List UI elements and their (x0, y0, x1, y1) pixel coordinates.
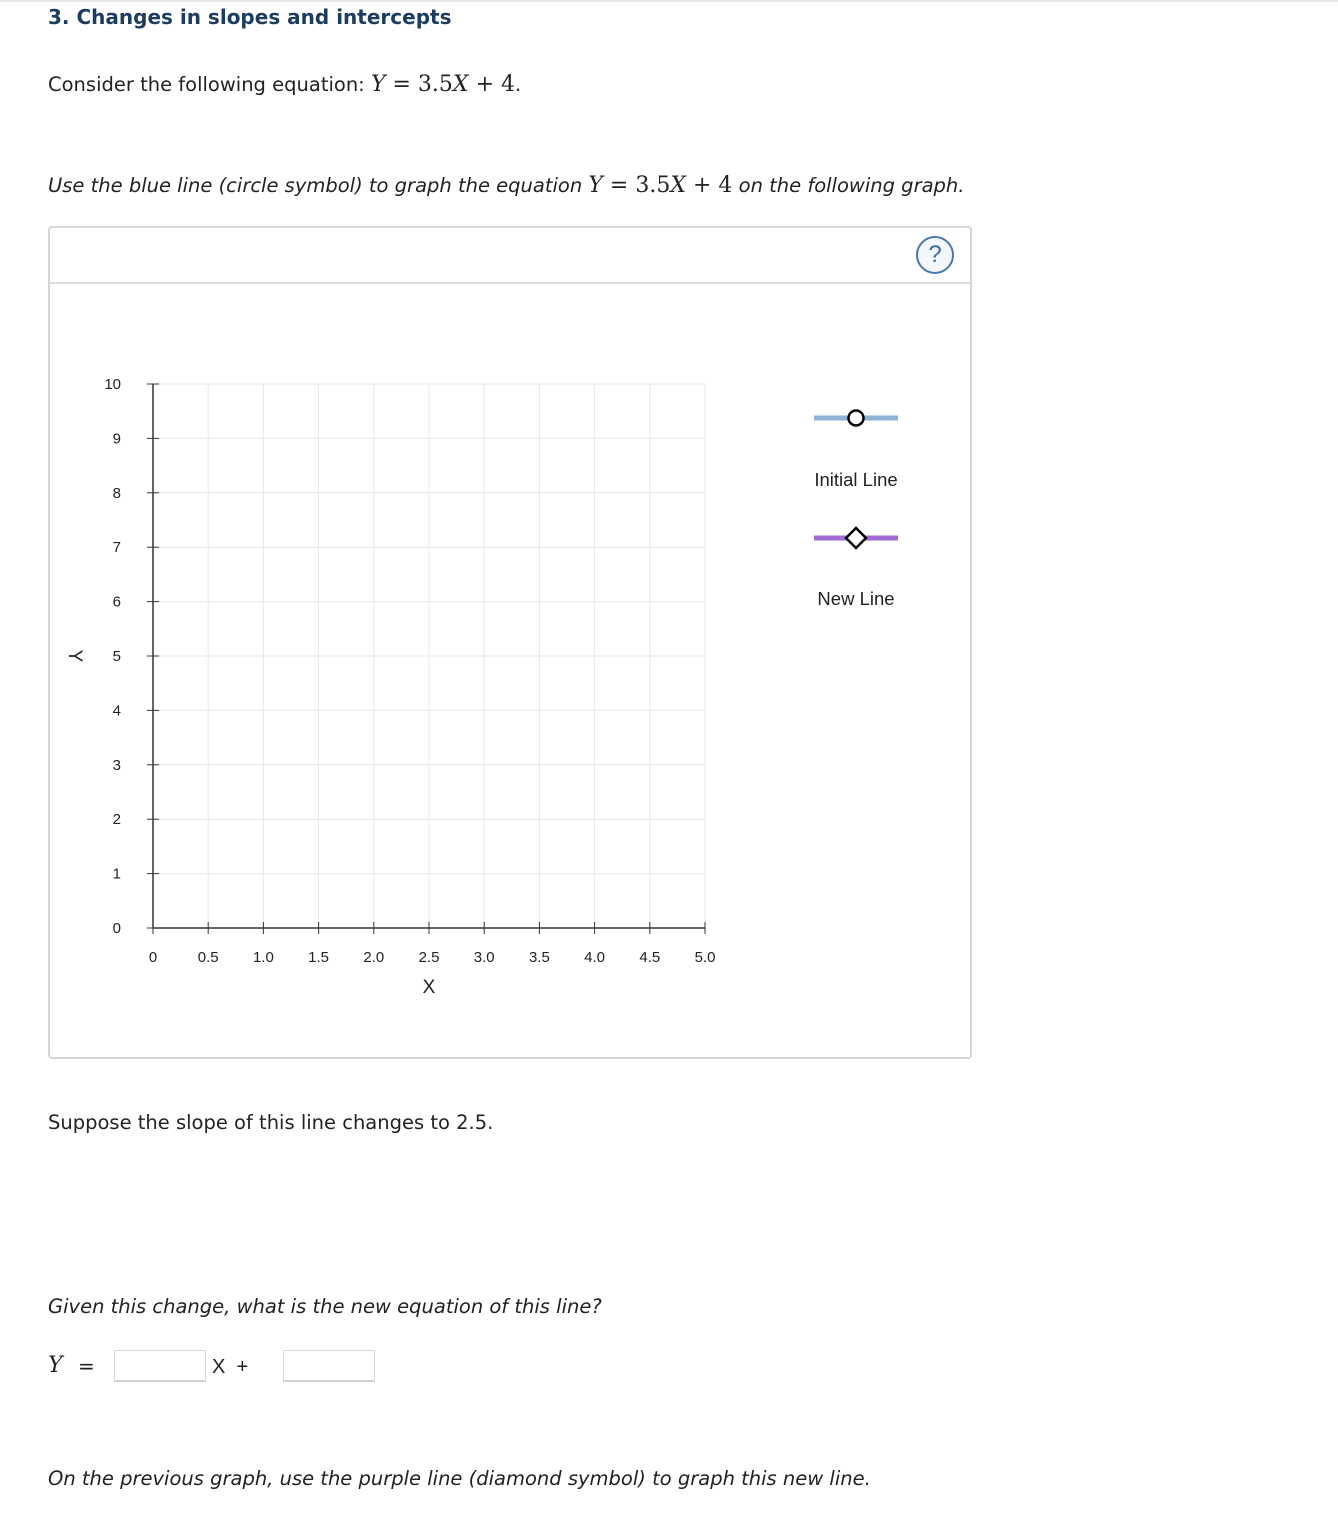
x-tick-label: 5.0 (694, 949, 716, 966)
y-tick-label: 9 (112, 430, 121, 448)
x-tick-label: 0.5 (197, 949, 219, 966)
slope-input[interactable] (114, 1350, 206, 1382)
legend-new-line-label: New Line (817, 588, 895, 609)
equation-inline: Y = 3.5X + 4 (588, 173, 733, 198)
y-tick-label: 3 (112, 756, 121, 774)
y-tick-label: 2 (112, 811, 121, 829)
x-plus-label: X + (212, 1356, 249, 1378)
y-tick-label: 5 (112, 648, 121, 665)
graph-canvas[interactable] (50, 228, 970, 1057)
diamond-icon[interactable] (846, 528, 866, 548)
x-axis-title: X (422, 977, 436, 998)
graph-panel (48, 226, 972, 1059)
x-tick-label: 2.5 (418, 949, 440, 966)
y-tick-label: 8 (112, 484, 121, 502)
x-tick-label: 2.0 (363, 949, 385, 966)
x-tick-label: 3.0 (473, 949, 495, 966)
legend-initial-line-label: Initial Line (814, 469, 898, 490)
x-tick-label: 1.0 (252, 949, 274, 966)
y-tick-label: 4 (112, 702, 121, 720)
help-icon[interactable]: ? (916, 236, 954, 274)
x-tick-label: 3.5 (528, 949, 550, 966)
intro-suffix: . (515, 73, 522, 96)
x-tick-label: 1.5 (308, 949, 330, 966)
slope-change-text: Suppose the slope of this line changes to 2.5. (48, 1111, 494, 1134)
x-tick-label: 4.5 (639, 949, 661, 966)
y-tick-label: 7 (112, 539, 121, 557)
answer-equals: = (78, 1354, 95, 1378)
final-instruction: On the previous graph, use the purple line (diamond symbol) to graph this new line. (48, 1467, 871, 1490)
x-tick-label: 4.0 (584, 949, 606, 966)
top-divider (0, 0, 1338, 2)
circle-icon[interactable] (849, 411, 864, 426)
equation: Y = 3.5X + 4 (370, 72, 515, 97)
answer-lhs: Y (48, 1353, 63, 1378)
intercept-input[interactable] (283, 1350, 375, 1382)
y-tick-label: 0 (112, 920, 121, 937)
y-tick-label: 10 (104, 376, 121, 393)
intro-text (48, 73, 521, 97)
question-title: 3. Changes in slopes and intercepts (48, 5, 452, 29)
graph-instruction: Use the blue line (circle symbol) to graph the equation Y = 3.5X + 4 on the following graph. (48, 173, 965, 198)
y-tick-label: 6 (112, 593, 121, 611)
x-tick-label: 0 (148, 949, 158, 966)
y-tick-label: 1 (112, 865, 121, 883)
new-equation-prompt: Given this change, what is the new equation of this line? (48, 1295, 602, 1318)
intro-prefix: Consider the following equation: (48, 73, 371, 96)
y-axis-title: Y (64, 649, 85, 663)
